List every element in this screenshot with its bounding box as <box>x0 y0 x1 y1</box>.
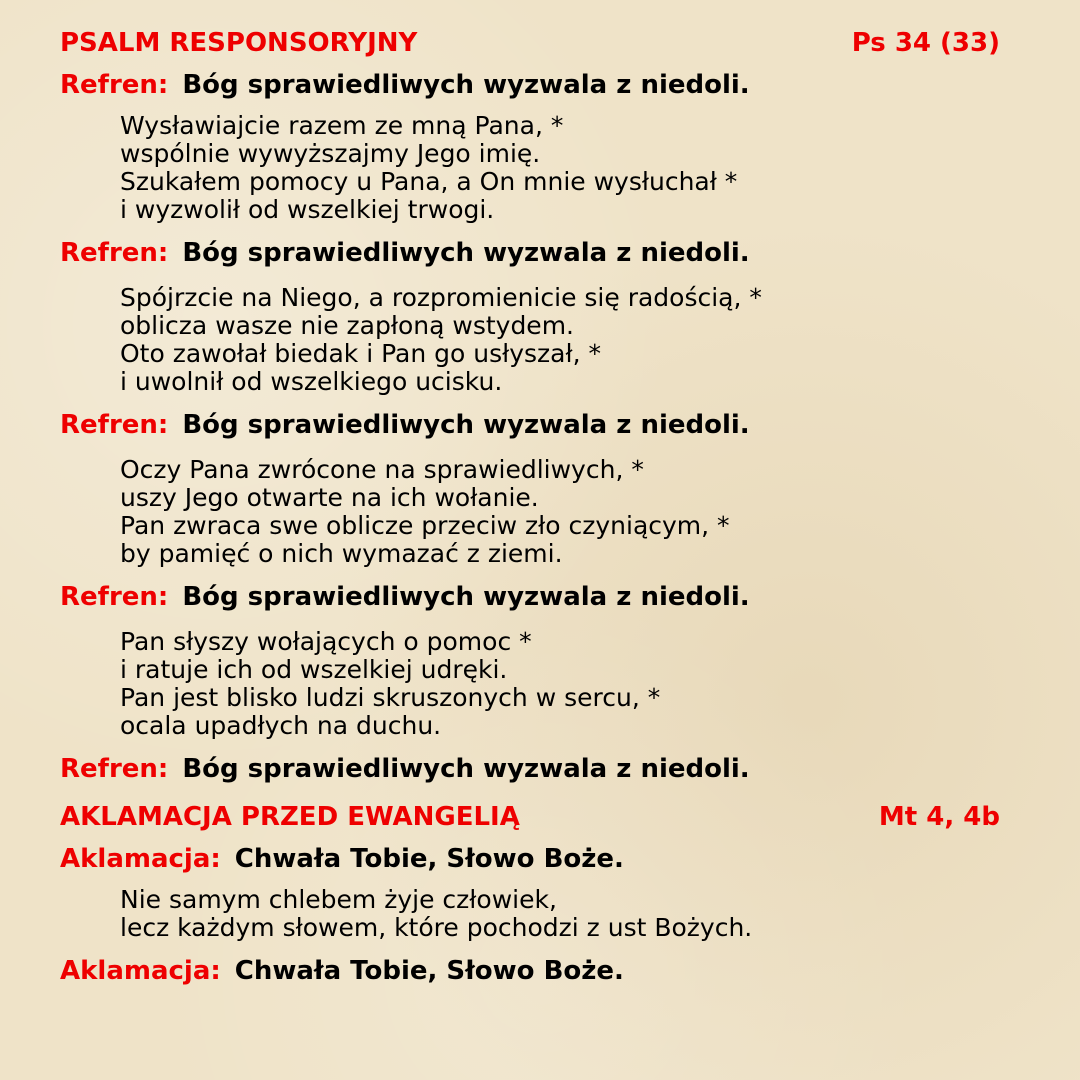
stanza-line: Pan zwraca swe oblicze przeciw zło czyniącym, * <box>120 511 730 540</box>
refrain <box>60 236 1000 270</box>
acclamation <box>60 954 1000 988</box>
psalm-heading-row <box>60 26 1000 60</box>
stanza-line: i wyzwolił od wszelkiej trwogi. <box>120 195 495 224</box>
psalm-stanza <box>120 456 1000 568</box>
verse-line: Nie samym chlebem żyje człowiek, <box>120 885 557 914</box>
refrain-text: Bóg sprawiedliwych wyzwala z niedoli. <box>182 70 750 100</box>
stanza-line: uszy Jego otwarte na ich wołanie. <box>120 483 539 512</box>
stanza-line: by pamięć o nich wymazać z ziemi. <box>120 539 563 568</box>
acclamation-label: Aklamacja: <box>60 844 221 874</box>
stanza-line: Wysławiajcie razem ze mną Pana, * <box>120 111 564 140</box>
refrain-text: Bóg sprawiedliwych wyzwala z niedoli. <box>182 754 750 784</box>
stanza-line: Oczy Pana zwrócone na sprawiedliwych, * <box>120 455 644 484</box>
psalm-stanza <box>120 112 1000 224</box>
stanza-line: wspólnie wywyższajmy Jego imię. <box>120 139 541 168</box>
acclamation-text: Chwała Tobie, Słowo Boże. <box>234 956 624 986</box>
refrain <box>60 68 1000 102</box>
acclamation-label: Aklamacja: <box>60 956 221 986</box>
liturgy-content <box>60 26 1000 988</box>
refrain-label: Refren: <box>60 70 169 100</box>
acclamation-heading-row <box>60 800 1000 834</box>
refrain-text: Bóg sprawiedliwych wyzwala z niedoli. <box>182 582 750 612</box>
stanza-line: Pan jest blisko ludzi skruszonych w sercu, * <box>120 683 661 712</box>
refrain-text: Bóg sprawiedliwych wyzwala z niedoli. <box>182 238 750 268</box>
acclamation-heading: AKLAMACJA PRZED EWANGELIĄ <box>60 802 520 832</box>
refrain-label: Refren: <box>60 754 169 784</box>
refrain-label: Refren: <box>60 410 169 440</box>
psalm-stanza <box>120 284 1000 396</box>
psalm-stanza <box>120 628 1000 740</box>
acclamation-reference: Mt 4, 4b <box>878 802 1000 832</box>
stanza-line: i ratuje ich od wszelkiej udręki. <box>120 655 508 684</box>
acclamation <box>60 842 1000 876</box>
verse-line: lecz każdym słowem, które pochodzi z ust Bożych. <box>120 913 753 942</box>
refrain <box>60 752 1000 786</box>
refrain <box>60 580 1000 614</box>
psalm-reference: Ps 34 (33) <box>851 28 1000 58</box>
acclamation-text: Chwała Tobie, Słowo Boże. <box>234 844 624 874</box>
refrain-text: Bóg sprawiedliwych wyzwala z niedoli. <box>182 410 750 440</box>
refrain <box>60 408 1000 442</box>
stanza-line: Oto zawołał biedak i Pan go usłyszał, * <box>120 339 601 368</box>
acclamation-verse <box>120 886 1000 942</box>
stanza-line: Spójrzcie na Niego, a rozpromienicie się radością, * <box>120 283 762 312</box>
stanza-line: ocala upadłych na duchu. <box>120 711 442 740</box>
refrain-label: Refren: <box>60 238 169 268</box>
refrain-label: Refren: <box>60 582 169 612</box>
stanza-line: oblicza wasze nie zapłoną wstydem. <box>120 311 574 340</box>
stanza-line: Szukałem pomocy u Pana, a On mnie wysłuchał * <box>120 167 738 196</box>
stanza-line: i uwolnił od wszelkiego ucisku. <box>120 367 503 396</box>
psalm-heading: PSALM RESPONSORYJNY <box>60 28 418 58</box>
stanza-line: Pan słyszy wołających o pomoc * <box>120 627 532 656</box>
